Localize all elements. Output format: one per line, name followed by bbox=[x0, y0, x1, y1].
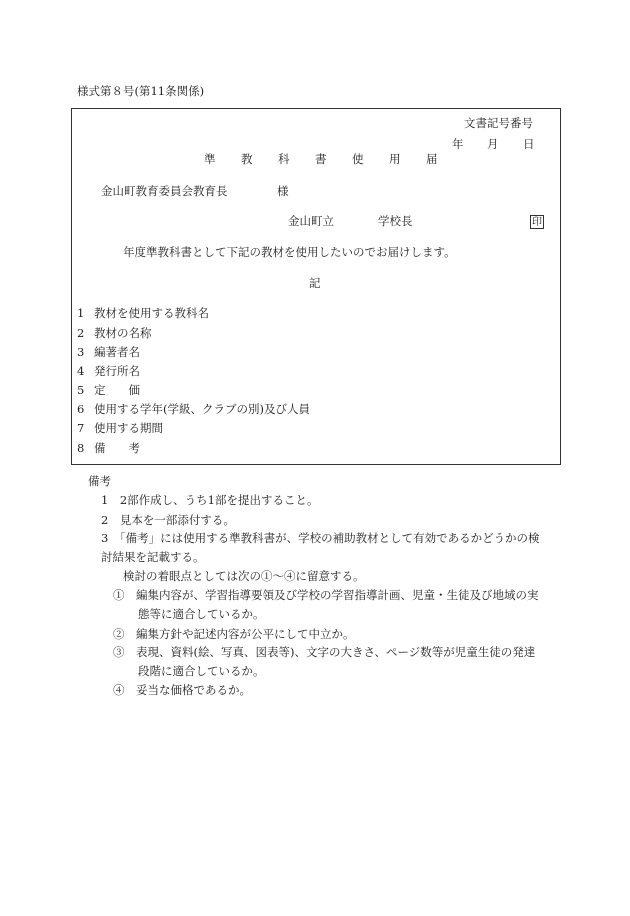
item-number: 2 bbox=[77, 326, 85, 340]
title-char: 届 bbox=[426, 152, 438, 166]
addressee: 金山町教育委員会教育長 bbox=[101, 184, 228, 198]
criteria-line: 態等に適合しているか。 bbox=[138, 607, 265, 621]
item-label: 使用する学年(学級、クラブの別)及び人員 bbox=[94, 402, 310, 416]
list-item bbox=[77, 423, 163, 435]
title-char: 用 bbox=[389, 152, 401, 166]
item-label: 備 考 bbox=[94, 441, 140, 455]
list-item bbox=[77, 385, 140, 397]
seal-mark: 印 bbox=[532, 217, 542, 228]
item-number: 5 bbox=[77, 383, 85, 397]
title-char: 書 bbox=[315, 152, 327, 166]
date-year-label: 年 bbox=[452, 137, 464, 151]
criteria-line: ② 編集方針や記述内容が公平にして中立か。 bbox=[113, 627, 355, 641]
document-number-label: 文書記号番号 bbox=[464, 116, 533, 130]
item-label: 教材の名称 bbox=[94, 326, 152, 340]
list-item bbox=[77, 366, 140, 378]
remarks-heading: 備考 bbox=[88, 474, 111, 488]
list-item bbox=[77, 328, 152, 340]
title-char: 準 bbox=[204, 152, 216, 166]
item-number: 4 bbox=[77, 364, 85, 378]
sender-town: 金山町立 bbox=[288, 214, 334, 228]
item-number: 3 bbox=[77, 345, 85, 359]
list-item bbox=[77, 404, 310, 416]
item-number: 1 bbox=[77, 306, 85, 320]
sender-school-principal: 学校長 bbox=[378, 214, 413, 228]
list-item bbox=[77, 443, 140, 455]
date-month-label: 月 bbox=[487, 137, 499, 151]
remark-line: 1 2部作成し、うち1部を提出すること。 bbox=[101, 493, 319, 507]
title-char: 使 bbox=[352, 152, 364, 166]
item-number: 6 bbox=[77, 402, 85, 416]
title-char: 科 bbox=[278, 152, 290, 166]
form-identifier: 様式第８号(第11条関係) bbox=[77, 84, 205, 98]
item-label: 使用する期間 bbox=[94, 421, 163, 435]
item-label: 発行所名 bbox=[94, 364, 140, 378]
criteria-line: ③ 表現、資料(絵、写真、図表等)、文字の大きさ、ページ数等が児童生徒の発達 bbox=[113, 645, 536, 659]
list-item bbox=[77, 308, 209, 320]
criteria-line: ① 編集内容が、学習指導要領及び学校の学習指導計画、児童・生徒及び地域の実 bbox=[113, 588, 539, 602]
title-char: 教 bbox=[241, 152, 253, 166]
list-item bbox=[77, 347, 140, 359]
date-day-label: 日 bbox=[523, 137, 535, 151]
item-number: 7 bbox=[77, 421, 85, 435]
addressee-honorific: 様 bbox=[277, 184, 289, 198]
remark-line: 3 「備考」には使用する準教科書が、学校の補助教材として有効であるかどうかの検 bbox=[101, 531, 540, 545]
intro-text: 年度準教科書として下記の教材を使用したいのでお届けします。 bbox=[123, 245, 456, 259]
criteria-line: ④ 妥当な価格であるか。 bbox=[113, 683, 251, 697]
item-label: 教材を使用する教科名 bbox=[94, 306, 209, 320]
criteria-line: 段階に適合しているか。 bbox=[138, 664, 265, 678]
remark-line: 検討の着眼点としては次の①～④に留意する。 bbox=[123, 569, 365, 583]
ki-heading: 記 bbox=[309, 276, 321, 290]
item-label: 定 価 bbox=[94, 383, 140, 397]
remark-line: 討結果を記載する。 bbox=[101, 550, 205, 564]
item-number: 8 bbox=[77, 441, 85, 455]
item-label: 編著者名 bbox=[94, 345, 140, 359]
remark-line: 2 見本を一部添付する。 bbox=[101, 513, 235, 527]
